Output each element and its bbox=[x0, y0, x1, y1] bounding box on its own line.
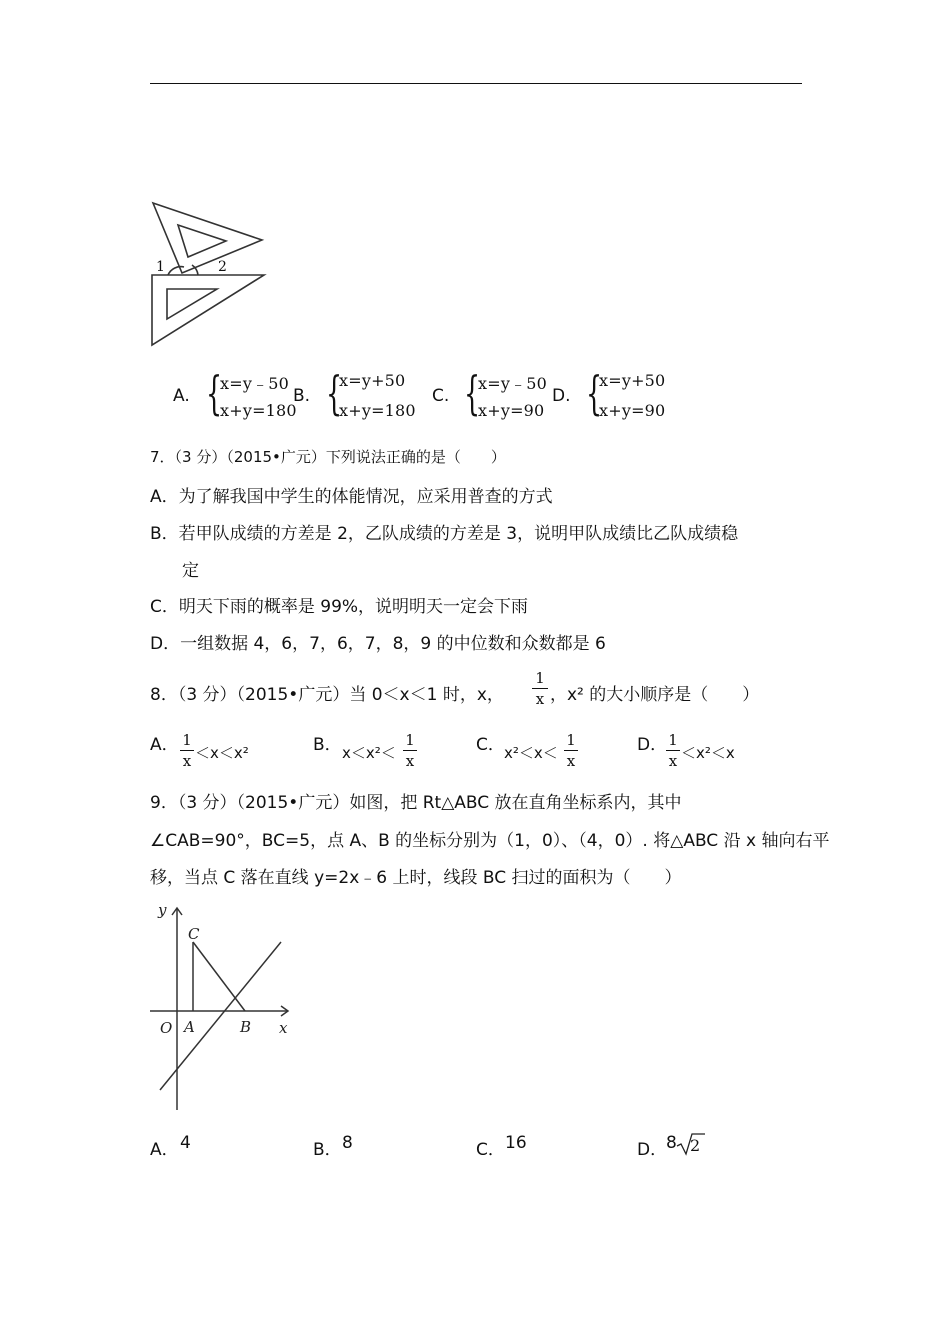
q7-option-b: B．若甲队成绩的方差是 2，乙队成绩的方差是 3，说明甲队成绩比乙队成绩稳 bbox=[150, 524, 739, 544]
q6-option-b-brace: { bbox=[326, 366, 343, 420]
q8-option-a-fraction bbox=[180, 731, 194, 770]
q9-option-d-value: 8 bbox=[666, 1133, 677, 1153]
q6-option-c-label: C. bbox=[432, 386, 450, 406]
fraction-bar bbox=[532, 688, 548, 689]
q8-stem-end: ，x² 的大小顺序是（ ） bbox=[550, 685, 760, 705]
q8-stem-start: 8．（3 分）（2015•广元）当 0＜x＜1 时，x， bbox=[150, 685, 504, 705]
fraction-denominator: x bbox=[566, 752, 576, 770]
q7-option-a: A．为了解我国中学生的体能情况，应采用普查的方式 bbox=[150, 487, 553, 507]
q9-stem-line-2: ∠CAB=90°，BC=5，点 A、B 的坐标分别为（1，0）、（4，0）. 将△ABC 沿 x 轴向右平 bbox=[150, 831, 830, 851]
q8-option-d-fraction bbox=[666, 731, 680, 770]
fraction-numerator: 1 bbox=[535, 669, 545, 687]
fraction-numerator: 1 bbox=[405, 731, 415, 749]
fraction-numerator: 1 bbox=[668, 731, 678, 749]
q6-option-c-eq1: x=y﹣50 bbox=[478, 374, 548, 393]
q8-option-c-fraction bbox=[564, 731, 578, 770]
fraction-denominator: x bbox=[668, 752, 678, 770]
q8-option-b-label: B． bbox=[313, 735, 342, 755]
q6-option-d-label: D. bbox=[552, 386, 571, 406]
lower-triangle-outer bbox=[152, 275, 264, 345]
fraction-numerator: 1 bbox=[566, 731, 576, 749]
fraction-bar bbox=[180, 750, 194, 751]
upper-triangle-outer bbox=[153, 203, 262, 273]
line-y-2x-minus-6 bbox=[160, 942, 281, 1090]
origin-label: O bbox=[160, 1019, 173, 1037]
fraction-denominator: x bbox=[535, 690, 545, 708]
header-rule bbox=[150, 83, 802, 84]
q7-option-b-continued: 定 bbox=[182, 561, 199, 581]
fraction-bar bbox=[403, 750, 417, 751]
lower-triangle-inner bbox=[167, 289, 217, 319]
q8-option-c-start: x²＜x＜ bbox=[504, 744, 558, 762]
q8-option-a-rest: ＜x＜x² bbox=[195, 744, 249, 762]
q6-option-a-eq2: x+y=180 bbox=[220, 401, 297, 420]
q9-option-a-label: A． bbox=[150, 1140, 179, 1160]
fraction-numerator: 1 bbox=[182, 731, 192, 749]
q9-option-c-label: C． bbox=[476, 1140, 505, 1160]
q8-option-b-start: x＜x²＜ bbox=[342, 744, 396, 762]
q6-option-d-eq2: x+y=90 bbox=[599, 401, 666, 420]
y-axis-label: y bbox=[158, 901, 167, 919]
q6-option-a-label: A. bbox=[173, 386, 190, 406]
q6-option-d-eq1: x=y+50 bbox=[599, 371, 666, 390]
q7-stem: 7．（3 分）（2015•广元）下列说法正确的是（ ） bbox=[150, 448, 506, 466]
q6-option-d-brace: { bbox=[586, 366, 603, 420]
q6-option-a-brace: { bbox=[206, 366, 223, 420]
q8-option-d-label: D． bbox=[637, 735, 668, 755]
q6-option-c-brace: { bbox=[464, 366, 481, 420]
q8-stem-fraction bbox=[532, 669, 548, 708]
q6-option-a-eq1: x=y﹣50 bbox=[220, 374, 290, 393]
point-c-label: C bbox=[188, 925, 200, 943]
angle-label-2: 2 bbox=[218, 259, 227, 275]
upper-triangle-inner bbox=[178, 225, 226, 257]
q9-option-a-value: 4 bbox=[180, 1133, 191, 1153]
q9-option-b-label: B． bbox=[313, 1140, 342, 1160]
q9-option-b-value: 8 bbox=[342, 1133, 353, 1153]
q9-option-d-label: D． bbox=[637, 1140, 668, 1160]
angle-label-1: 1 bbox=[156, 259, 165, 275]
segment-cb bbox=[193, 942, 245, 1011]
fraction-denominator: x bbox=[405, 752, 415, 770]
q9-option-c-value: 16 bbox=[505, 1133, 527, 1153]
q9-option-d-radicand: 2 bbox=[690, 1136, 701, 1155]
fraction-bar bbox=[666, 750, 680, 751]
q6-option-b-eq1: x=y+50 bbox=[339, 371, 406, 390]
q8-option-c-label: C． bbox=[476, 735, 505, 755]
fraction-denominator: x bbox=[182, 752, 192, 770]
q9-coordinate-figure bbox=[145, 900, 305, 1115]
fraction-bar bbox=[564, 750, 578, 751]
x-axis-label: x bbox=[279, 1019, 288, 1037]
q7-option-c: C．明天下雨的概率是 99%，说明明天一定会下雨 bbox=[150, 597, 529, 617]
q6-option-b-eq2: x+y=180 bbox=[339, 401, 416, 420]
q7-option-d: D．一组数据 4，6，7，6，7，8，9 的中位数和众数都是 6 bbox=[150, 634, 606, 654]
q8-option-d-rest: ＜x²＜x bbox=[681, 744, 735, 762]
set-squares-figure bbox=[140, 195, 275, 355]
q9-stem-line-3: 移，当点 C 落在直线 y=2x﹣6 上时，线段 BC 扫过的面积为（ ） bbox=[150, 868, 682, 888]
point-a-label: A bbox=[184, 1018, 195, 1036]
q8-option-a-label: A． bbox=[150, 735, 179, 755]
q6-option-b-label: B. bbox=[293, 386, 311, 406]
point-b-label: B bbox=[240, 1018, 252, 1036]
q8-option-b-fraction bbox=[403, 731, 417, 770]
q6-option-c-eq2: x+y=90 bbox=[478, 401, 545, 420]
q9-stem-line-1: 9．（3 分）（2015•广元）如图，把 Rt△ABC 放在直角坐标系内，其中 bbox=[150, 793, 682, 813]
